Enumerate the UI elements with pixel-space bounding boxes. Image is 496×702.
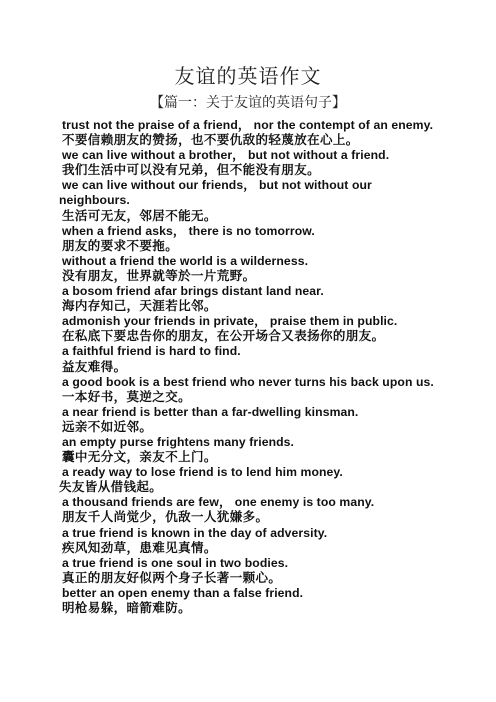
quote-translation: 我们生活中可以没有兄弟，但不能没有朋友。 bbox=[62, 163, 321, 178]
quote-list bbox=[59, 118, 482, 616]
quote-english: a true friend is known in the day of adversity. bbox=[62, 525, 328, 540]
quote-translation: 朋友千人尚觉少，仇敌一人犹嫌多。 bbox=[62, 510, 269, 525]
quote-english: we can live without a brother， but not without a friend. bbox=[62, 148, 390, 163]
quote-translation: 真正的朋友好似两个身子长著一颗心。 bbox=[62, 570, 282, 585]
quote-translation: 没有朋友，世界就等於一片荒野。 bbox=[62, 268, 256, 283]
quote-english: a thousand friends are few， one enemy is too many. bbox=[62, 495, 375, 510]
quote-translation: 海内存知己，天涯若比邻。 bbox=[62, 299, 217, 314]
quote-english: a near friend is better than a far-dwelling kinsman. bbox=[62, 404, 359, 419]
quote-english: a faithful friend is hard to find. bbox=[62, 344, 241, 359]
document-title: 友谊的英语作文 bbox=[174, 64, 322, 88]
section-heading: 【篇一：关于友谊的英语句子】 bbox=[150, 95, 346, 111]
quote-english: a good book is a best friend who never turns his back upon us. bbox=[62, 374, 434, 389]
quote-translation: 疾风知劲草，患难见真情。 bbox=[62, 540, 217, 555]
quote-english: neighbours. bbox=[59, 193, 130, 208]
quote-english: a bosom friend afar brings distant land near. bbox=[62, 284, 324, 299]
quote-translation: 生活可无友，邻居不能无。 bbox=[62, 208, 217, 223]
quote-english: an empty purse frightens many friends. bbox=[62, 434, 295, 449]
quote-english: trust not the praise of a friend， nor the contempt of an enemy. bbox=[62, 118, 434, 132]
quote-english: without a friend the world is a wilderness. bbox=[62, 253, 309, 268]
quote-translation: 一本好书，莫逆之交。 bbox=[62, 389, 192, 404]
quote-translation: 在私底下要忠告你的朋友，在公开场合又表扬你的朋友。 bbox=[62, 329, 385, 344]
quote-english: when a friend asks， there is no tomorrow. bbox=[62, 223, 315, 238]
quote-english: better an open enemy than a false friend. bbox=[62, 585, 304, 600]
quote-english: a ready way to lose friend is to lend him money. bbox=[62, 465, 343, 480]
quote-translation: 不要信赖朋友的赞扬，也不要仇敌的轻蔑放在心上。 bbox=[62, 133, 359, 148]
quote-english: a true friend is one soul in two bodies. bbox=[62, 555, 289, 570]
quote-translation: 失友皆从借钱起。 bbox=[59, 480, 163, 495]
quote-english: we can live without our friends， but not without our bbox=[62, 178, 372, 193]
quote-translation: 朋友的要求不要拖。 bbox=[62, 238, 179, 253]
quote-english: admonish your friends in private， praise them in public. bbox=[62, 314, 398, 329]
quote-translation: 囊中无分文，亲友不上门。 bbox=[62, 450, 217, 465]
quote-translation: 明枪易躲，暗箭难防。 bbox=[62, 601, 192, 615]
quote-translation: 远亲不如近邻。 bbox=[62, 419, 153, 434]
quote-translation: 益友难得。 bbox=[62, 359, 127, 374]
